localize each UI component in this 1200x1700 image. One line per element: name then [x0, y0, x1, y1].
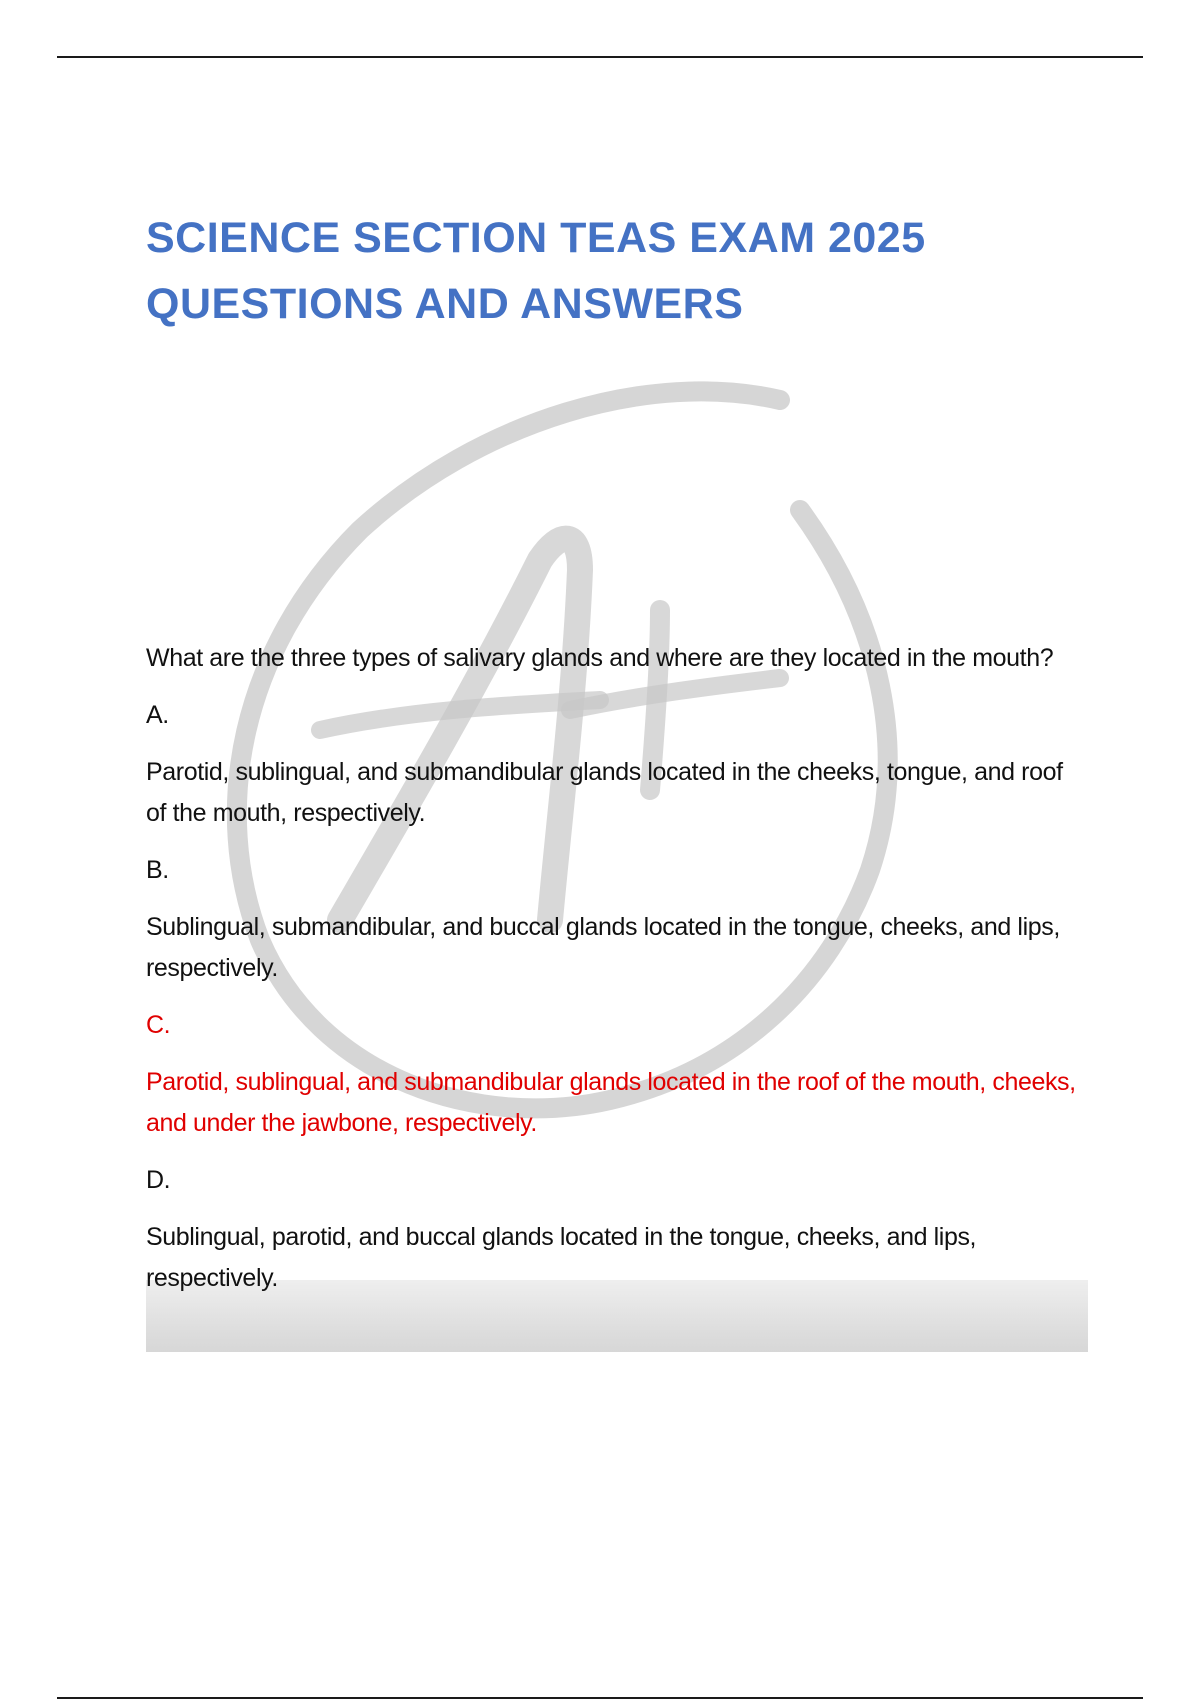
question-text: What are the three types of salivary glands and where are they located in the mouth? — [146, 644, 1054, 672]
title-line-1: SCIENCE SECTION TEAS EXAM 2025 — [146, 214, 926, 262]
option-b-text: Sublingual, submandibular, and buccal glands located in the tongue, cheeks, and lips, respectively. — [146, 913, 1060, 982]
document-title — [146, 205, 1106, 337]
title-line-2: QUESTIONS AND ANSWERS — [146, 280, 744, 328]
option-b-letter: B. — [146, 856, 169, 884]
option-c-letter-correct: C. — [146, 1011, 171, 1039]
option-c-text-correct: Parotid, sublingual, and submandibular glands located in the roof of the mouth, cheeks, and under the jawbone, respectively. — [146, 1068, 1076, 1137]
option-d-letter: D. — [146, 1166, 171, 1194]
header-rule — [57, 56, 1143, 58]
option-d-text: Sublingual, parotid, and buccal glands located in the tongue, cheeks, and lips, respectively. — [146, 1223, 977, 1292]
option-a-letter: A. — [146, 701, 169, 729]
option-a-text: Parotid, sublingual, and submandibular glands located in the cheeks, tongue, and roof of the mouth, respectively. — [146, 758, 1063, 827]
question-block — [146, 638, 1086, 1315]
footer-rule — [57, 1697, 1143, 1699]
